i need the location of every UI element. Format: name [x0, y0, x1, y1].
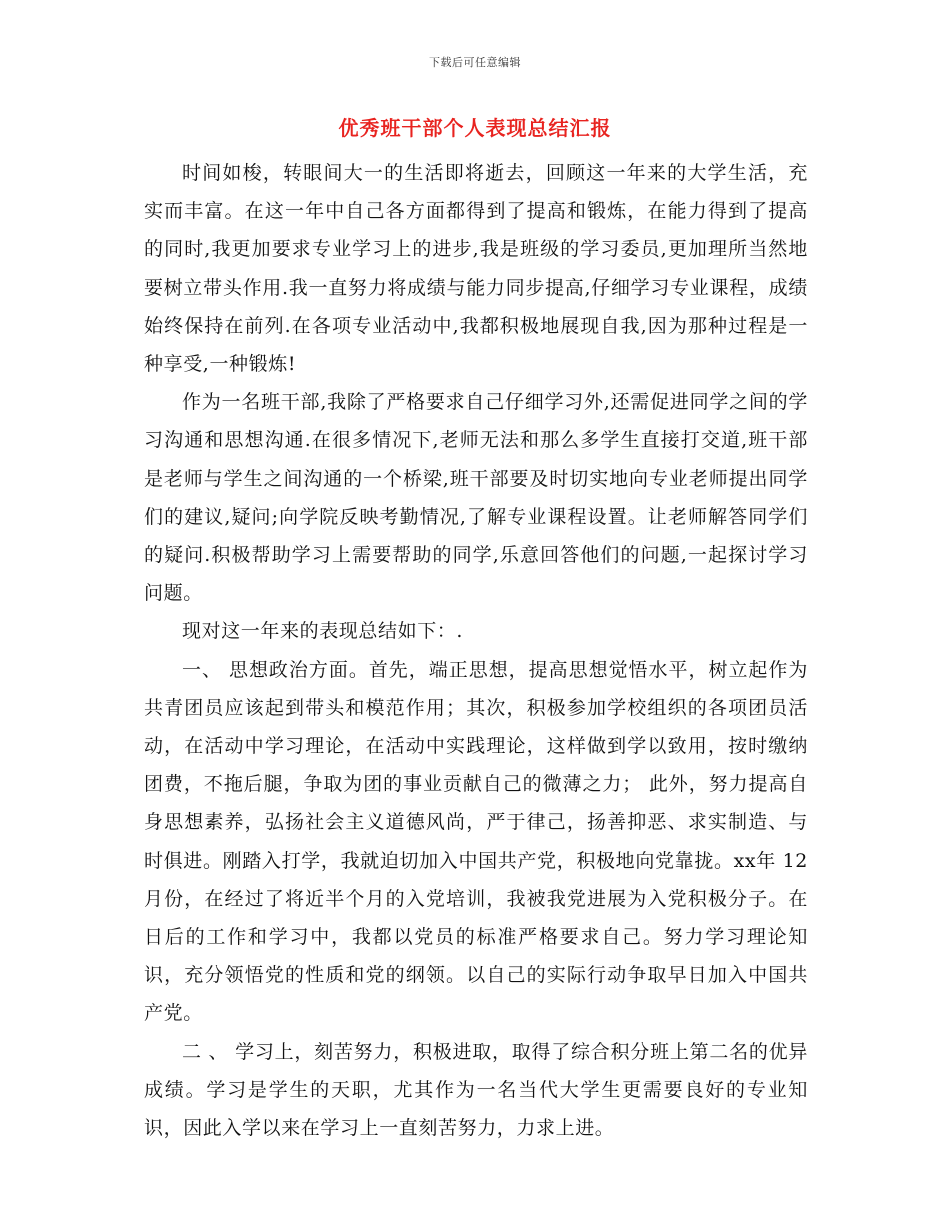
page-header-note: 下载后可任意编辑 [429, 56, 521, 69]
paragraph-intro: 时间如梭，转眼间大一的生活即将逝去，回顾这一年来的大学生活，充实而丰富。在这一年中自己各方面都得到了提高和锻炼，在能力得到了提高的同时,我更加要求专业学习上的进步,我是班级的学习委员,更加理所当然地要树立带头作用.我一直努力将成绩与能力同步提高,仔细学习专业课程，成绩始终保持在前列.在各项专业活动中,我都积极地展现自我,因为那种过程是一种享受,一种锻炼! [144, 162, 808, 376]
paragraph-study: 二 、 学习上，刻苦努力，积极进取，取得了综合积分班上第二名的优异成绩。学习是学生的天职，尤其作为一名当代大学生更需要良好的专业知识，因此入学以来在学习上一直刻苦努力，力求上进。 [144, 1040, 808, 1140]
paragraph-ideology-politics: 一、 思想政治方面。首先，端正思想，提高思想觉悟水平，树立起作为共青团员应该起到带头和模范作用；其次，积极参加学校组织的各项团员活动，在活动中学习理论，在活动中实践理论，这样做到学以致用，按时缴纳团费，不拖后腿，争取为团的事业贡献自己的微薄之力； 此外，努力提高自身思想素养，弘扬社会主义道德风尚，严于律己，扬善抑恶、求实制造、与时俱进。刚踏入打学，我就迫切加入中国共产党，积极地向党靠拢。xx年 12月份，在经过了将近半个月的入党培训，我被我党进展为入党积极分子。在日后的工作和学习中，我都以党员的标准严格要求自己。努力学习理论知识，充分领悟党的性质和党的纲领。以自己的实际行动争取早日加入中国共产党。 [144, 658, 808, 1025]
paragraph-class-cadre-role: 作为一名班干部,我除了严格要求自己仔细学习外,还需促进同学之间的学习沟通和思想沟通.在很多情况下,老师无法和那么多学生直接打交道,班干部是老师与学生之间沟通的一个桥梁,班干部要及时切实地向专业老师提出同学们的建议,疑问;向学院反映考勤情况,了解专业课程设置。让老师解答同学们的疑问.积极帮助学习上需要帮助的同学,乐意回答他们的问题,一起探讨学习问题。 [144, 391, 808, 605]
document-title: 优秀班干部个人表现总结汇报 [338, 116, 612, 140]
document-body [144, 154, 808, 1147]
paragraph-summary-lead: 现对这一年来的表现总结如下：. [182, 620, 464, 643]
